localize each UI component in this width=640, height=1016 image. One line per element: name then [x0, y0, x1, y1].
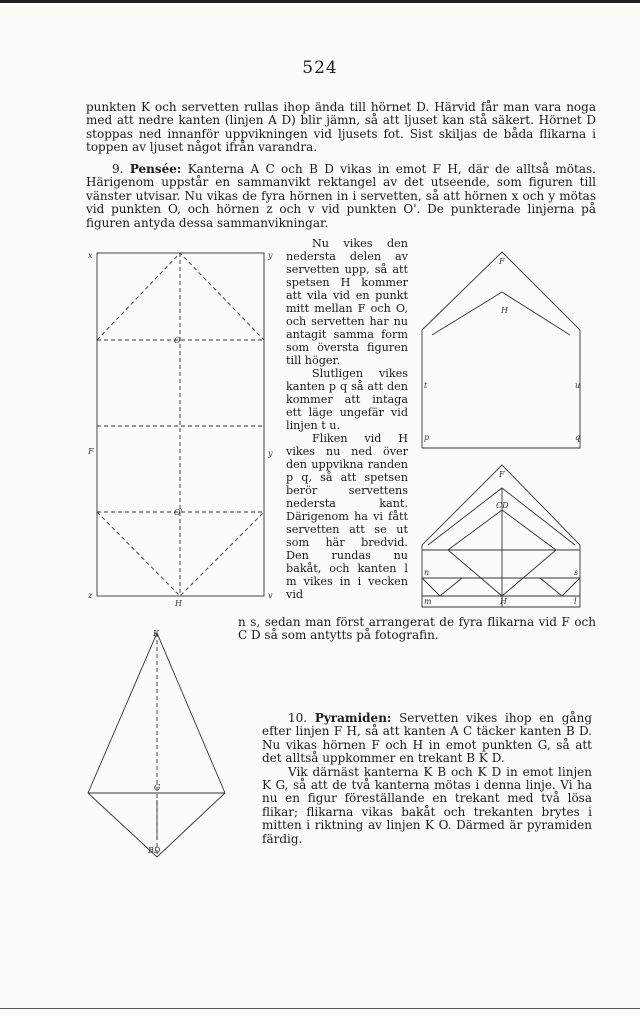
pyramiden-p1-body: Servetten vikes ihop en gång efter linjen F H, så att kanten A C täcker kanten B D. Nu vikas hörnen F och H in emot punkten G, så att det alltså uppkommer en trekant B K D.	[262, 711, 592, 766]
label-x: x	[88, 251, 93, 260]
label-f: F	[88, 447, 94, 456]
label-house-q: q	[575, 433, 581, 442]
pensee-intro-body: Kanterna A C och B D vikas in emot F H, där de alltså mötas. Härigenom uppstår en sammanvikt rektangel av det utseende, som figuren till vänster utvisar. Nu vikas de fyra hörnen in i servetten, så att hörnen x och y mötas vid punkten O, och hörnen z och v vid punkten O'. De punkterade linjerna på figuren antyda dessa sammanvikningar.	[86, 162, 596, 230]
pensee-number: 9.	[112, 162, 124, 176]
pyramiden-p2: Vik därnäst kanterna K B och K D in emot linjen K G, så att de två kanterna mötas i denna linje. Vi ha nu en figur föreställande en trekant med två lösa flikar; flikarna vikas bakåt och trekanten brytes i mitten i riktning av linjen K O. Därmed är pyramiden färdig.	[262, 764, 592, 846]
label-o: O	[174, 336, 181, 345]
pensee-column-p3: Fliken vid H vikes nu ned över den uppvikna randen p q, så att spetsen berör servettens nedersta kant. Därigenom ha vi fått servetten att se ut som här bredvid. Den rundas nu bakåt, och kanten l m vikes in i vecken vid	[286, 432, 408, 601]
pyramiden-number: 10.	[288, 711, 308, 725]
label-kite-k: K	[153, 629, 159, 638]
label-final-l: l	[574, 597, 577, 606]
label-o-prime: O'	[174, 508, 183, 517]
pensee-continuation-text: n s, sedan man först arrangerat de fyra flikarna vid F och C D så som antytts på fotografin.	[238, 615, 596, 643]
label-house-u: u	[575, 381, 581, 390]
top-paragraph-text: punkten K och servetten rullas ihop ända till hörnet D. Härvid får man vara noga med att nedre kanten (linjen A D) blir jämn, så att ljuset kan stå säkert. Hörnet D stoppas ned innanför uppvikningen vid ljusets fot. Sist skiljas de båda flikarna i toppen av ljuset något ifrån varandra.	[86, 100, 596, 155]
label-house-h: H	[501, 306, 508, 315]
label-house-f: F	[499, 257, 505, 266]
label-final-f: F	[499, 470, 505, 479]
label-house-p: p	[424, 433, 430, 442]
label-final-h: H	[500, 597, 507, 606]
pensee-column-p2: Slutligen vikes kanten p q så att den kommer att intaga ett läge ungefär vid linjen t u.	[286, 367, 408, 432]
kite-outline	[88, 633, 225, 857]
label-y-mid: y	[268, 449, 273, 458]
pensee-heading: Pensée:	[129, 162, 182, 176]
label-v: v	[268, 591, 273, 600]
pyramiden-heading: Pyramiden:	[314, 711, 392, 725]
label-kite-bd: BD	[148, 846, 161, 855]
label-z: z	[88, 591, 93, 600]
label-kite-g: G	[154, 783, 161, 792]
label-final-s: s	[574, 568, 579, 577]
page-number: 524	[302, 58, 338, 78]
pensee-column-p1: Nu vikes den nedersta delen av servetten upp, så att spetsen H kommer att vila vid en punkt mitt mellan F och O, och servetten har nu antagit samma form som översta figuren till höger.	[286, 237, 408, 367]
page-bottom-edge	[0, 1008, 640, 1009]
label-final-n: n	[424, 568, 430, 577]
label-final-m: m	[424, 597, 432, 606]
label-house-t: t	[424, 381, 428, 390]
label-final-cd: CD	[496, 501, 509, 510]
label-h-rect: H	[175, 599, 182, 608]
label-y-top: y	[268, 251, 273, 260]
